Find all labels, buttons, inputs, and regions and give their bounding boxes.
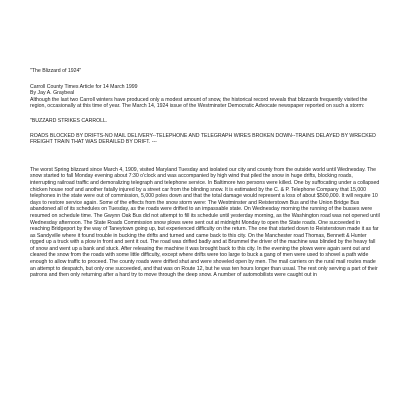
article-body: The worst Spring blizzard since March 4, 1909, visited Maryland Tuesday and isolated our city and county from the outside world until Wednesday. The snow started to fall Monday evening about 7:30 o'clock and was accompanied by high wind that piled the snow in huge drifts, blocking roads, interrupting railroad traffic and demoralizing telegraph and telephone service. In Baltimore two persons were killed. One by suffocating under a collapsed chicken house roof and another fatally injured by a street car from the blinding snow. It is estimated by the C. & P. Telephone Company that 15,000 telephones in the state were out of commission, 5,000 poles down and that the total damage would represent a loss of about $500,000. It will require 10 days to restore service again. Some of the effects from the snow storm were: The Westminster and Reisterstown Bus and the Union Bridge Bus abandoned all of its schedules on Tuesday, as the roads were drifted to an impassable state. On Wednesday morning the running of the busses were resumed on schedule time. The Gwynn Oak Bus did not attempt to fill its schedule until yesterday morning, as the Washington road was not opened until Wednesday afternoon. The State Roads Commission snow plows were sent out at midnight Monday to open the State roads. One succeeded in reaching Bridgeport by the way of Taneytown going up, but experienced difficulty on the return. The one that started down to Reisterstown made it as far as Sandyville where it found trouble in bucking the drifts and turned and came back to this city. On the Manchester road Thomas, Bennett & Hunter rigged up a truck with a plow in front and sent it out. The road was drifted badly and at Brummel the driver of the machine was blinded by the heavy fall of snow and went up a bank and stuck. After releasing the machine it was brought back to this city. In the evening the plows were again sent out and cleared the snow from the roads with some little difficulty, except where drifts were too large to buck a gang of men were used to shovel a path wide enough to allow traffic to proceed. The county roads were drifted shut and were shoveled open by men. The mail carriers on the rural mail routes made an attempt to despatch, but only one succeeded, and that was on Route 12, but he was ten hours longer than usual. The rest only serving a part of their patrons and then only returning after a hard try to move through the deep snow. A number of automobilists were caught out in — [30, 166, 380, 279]
article-source: Carroll County Times Article for 14 March 1999 — [30, 83, 138, 90]
article-subhead: ROADS BLOCKED BY DRIFTS-NO MAIL DELIVERY--TELEPHONE AND TELEGRAPH WIRES BROKEN DOWN--TRAINS DELAYED BY WRECKED FREIGHT TRAIN THAT WAS DERAILED BY DRIFT. --- — [30, 132, 376, 146]
article-document — [30, 68, 380, 279]
article-headline: "BUZZARD STRIKES CARROLL. — [30, 117, 108, 124]
article-intro: Although the last two Carroll winters have produced only a modest amount of snow, the historical record reveals that blizzards frequently visited the region, occasionally at this time of year. The March 14, 1924 issue of the Westminster Democratic Advocate newspaper reported on such a storm: — [30, 96, 368, 110]
article-title: "The Blizzard of 1924" — [30, 68, 82, 74]
article-byline: By Jay A. Graybeal — [30, 90, 75, 97]
